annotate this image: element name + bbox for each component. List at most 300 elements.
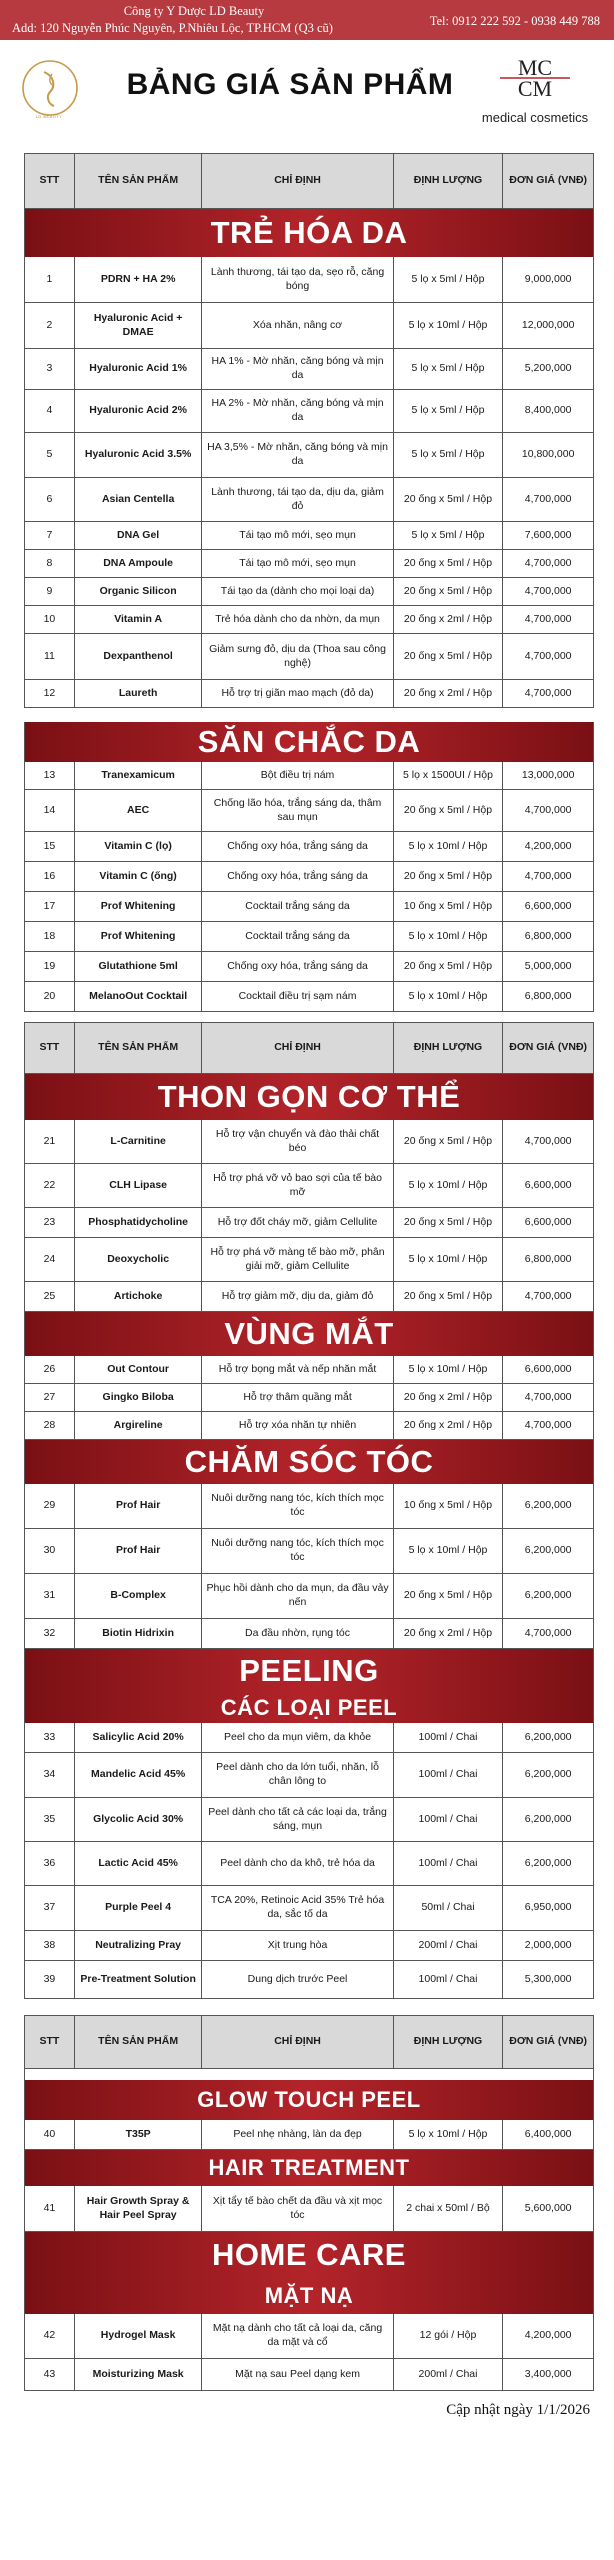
section-peeling: PEELING xyxy=(24,1649,594,1693)
cell-quantity: 100ml / Chai xyxy=(394,1798,504,1841)
cell-stt: 17 xyxy=(25,892,75,921)
cell-quantity: 5 lọ x 10ml / Hộp xyxy=(394,1356,504,1383)
header-quantity: ĐỊNH LƯỢNG xyxy=(394,1023,504,1073)
cell-stt: 39 xyxy=(25,1961,75,1998)
cell-indication: Tái tạo mô mới, sẹo mụn xyxy=(202,522,393,549)
cell-indication: Nuôi dưỡng nang tóc, kích thích mọc tóc xyxy=(202,1529,393,1573)
header-name: TÊN SẢN PHẨM xyxy=(75,1023,203,1073)
cell-indication: Lành thương, tái tạo da, sẹo rỗ, căng bóng xyxy=(202,257,393,302)
cell-stt: 35 xyxy=(25,1798,75,1841)
cell-stt: 22 xyxy=(25,1164,75,1207)
cell-name: Artichoke xyxy=(75,1282,203,1311)
cell-indication: Da đầu nhờn, rụng tóc xyxy=(202,1619,393,1648)
cell-price: 5,600,000 xyxy=(524,2201,572,2214)
cell-price: 4,700,000 xyxy=(524,584,572,597)
table-row xyxy=(24,862,594,892)
cell-stt: 11 xyxy=(25,634,75,679)
cell-quantity: 50ml / Chai xyxy=(394,1886,504,1930)
cell-name: Vitamin C (lọ) xyxy=(75,832,203,861)
cell-indication: Lành thương, tái tạo da, dịu da, giảm đỏ xyxy=(202,478,393,521)
cell-name: Hyaluronic Acid 2% xyxy=(75,390,203,432)
header-name: TÊN SẢN PHẨM xyxy=(75,2016,203,2068)
cell-price: 10,800,000 xyxy=(521,448,575,461)
cell-price: 6,200,000 xyxy=(524,1544,572,1557)
table-row xyxy=(24,1120,594,1164)
cell-price: 6,400,000 xyxy=(524,2127,572,2140)
cell-name: Neutralizing Pray xyxy=(75,1931,203,1960)
cell-stt: 3 xyxy=(25,349,75,389)
cell-name: Hyaluronic Acid + DMAE xyxy=(75,303,203,348)
table-row xyxy=(24,522,594,550)
cell-name: Prof Whitening xyxy=(75,892,203,921)
table-row xyxy=(24,892,594,922)
cell-indication: Tái tạo mô mới, sẹo mụn xyxy=(202,550,393,577)
cell-indication: Mặt nạ dành cho tất cả loại da, căng da mặt và cổ xyxy=(202,2314,393,2358)
cell-price: 4,700,000 xyxy=(524,612,572,625)
cell-price: 6,200,000 xyxy=(524,1589,572,1602)
cell-quantity: 20 ống x 5ml / Hộp xyxy=(394,478,504,521)
cell-price: 9,000,000 xyxy=(524,272,572,285)
cell-name: Glutathione 5ml xyxy=(75,952,203,981)
header-name: TÊN SẢN PHẨM xyxy=(75,154,203,208)
header-stt: STT xyxy=(25,1023,75,1073)
cell-price: 6,600,000 xyxy=(524,1178,572,1191)
table-row xyxy=(24,2120,594,2150)
cell-quantity: 20 ống x 5ml / Hộp xyxy=(394,1208,504,1237)
cell-indication: Chống oxy hóa, trắng sáng da xyxy=(202,952,393,981)
section-san-chac-da: SĂN CHẮC DA xyxy=(24,722,594,762)
table-row xyxy=(24,762,594,790)
cell-quantity: 5 lọ x 10ml / Hộp xyxy=(394,1529,504,1573)
cell-price: 7,600,000 xyxy=(524,528,572,541)
cell-quantity: 5 lọ x 5ml / Hộp xyxy=(394,349,504,389)
cell-quantity: 20 ống x 5ml / Hộp xyxy=(394,634,504,679)
cell-name: Salicylic Acid 20% xyxy=(75,1723,203,1752)
cell-price: 4,700,000 xyxy=(524,1418,572,1431)
cell-stt: 32 xyxy=(25,1619,75,1648)
cell-price: 5,200,000 xyxy=(524,362,572,375)
cell-price: 4,700,000 xyxy=(524,556,572,569)
table-row xyxy=(24,303,594,349)
cell-name: CLH Lipase xyxy=(75,1164,203,1207)
cell-quantity: 200ml / Chai xyxy=(394,1931,504,1960)
cell-name: Lactic Acid 45% xyxy=(75,1842,203,1885)
table-row xyxy=(24,680,594,708)
cell-name: Biotin Hidrixin xyxy=(75,1619,203,1648)
cell-name: Vitamin A xyxy=(75,606,203,633)
cell-name: Hydrogel Mask xyxy=(75,2314,203,2358)
cell-price: 4,700,000 xyxy=(524,869,572,882)
cell-price: 5,000,000 xyxy=(524,959,572,972)
table-row xyxy=(24,790,594,832)
section-home-care: HOME CARE xyxy=(24,2232,594,2278)
cell-price: 3,400,000 xyxy=(524,2367,572,2380)
cell-price: 6,200,000 xyxy=(524,1812,572,1825)
header-price: ĐƠN GIÁ (VNĐ) xyxy=(509,2035,588,2048)
cell-price: 12,000,000 xyxy=(521,318,575,331)
section-mat-na: MẶT NẠ xyxy=(24,2278,594,2314)
cell-quantity: 20 ống x 2ml / Hộp xyxy=(394,1412,504,1439)
cell-stt: 23 xyxy=(25,1208,75,1237)
cell-quantity: 100ml / Chai xyxy=(394,1842,504,1885)
cell-quantity: 5 lọ x 5ml / Hộp xyxy=(394,433,504,477)
cell-indication: HA 1% - Mờ nhăn, căng bóng và mịn da xyxy=(202,349,393,389)
cell-indication: Peel dành cho da lớn tuổi, nhăn, lỗ chân lông to xyxy=(202,1753,393,1797)
cell-stt: 36 xyxy=(25,1842,75,1885)
cell-indication: Dung dịch trước Peel xyxy=(202,1961,393,1998)
cell-stt: 14 xyxy=(25,790,75,831)
cell-stt: 25 xyxy=(25,1282,75,1311)
header-indication: CHỈ ĐỊNH xyxy=(202,1023,393,1073)
table-row xyxy=(24,1931,594,1961)
cell-price: 4,700,000 xyxy=(524,1134,572,1147)
cell-price: 6,800,000 xyxy=(524,929,572,942)
header-indication: CHỈ ĐỊNH xyxy=(202,2016,393,2068)
table-row xyxy=(24,952,594,982)
table-row xyxy=(24,1753,594,1798)
cell-quantity: 20 ống x 5ml / Hộp xyxy=(394,952,504,981)
company-address: Add: 120 Nguyễn Phúc Nguyên, P.Nhiêu Lộc, TP.HCM (Q3 cũ) xyxy=(12,21,333,35)
cell-quantity: 20 ống x 5ml / Hộp xyxy=(394,1282,504,1311)
cell-indication: HA 3,5% - Mờ nhăn, căng bóng và mịn da xyxy=(202,433,393,477)
cell-indication: HA 2% - Mờ nhăn, căng bóng và mịn da xyxy=(202,390,393,432)
cell-indication: Tái tạo da (dành cho mọi loại da) xyxy=(202,578,393,605)
page-title: BẢNG GIÁ SẢN PHẨM xyxy=(126,68,454,101)
cell-stt: 6 xyxy=(25,478,75,521)
cell-stt: 27 xyxy=(25,1384,75,1411)
cell-indication: Cocktail trắng sáng da xyxy=(202,922,393,951)
cell-quantity: 20 ống x 5ml / Hộp xyxy=(394,550,504,577)
cell-name: Hair Growth Spray & Hair Peel Spray xyxy=(75,2186,203,2231)
cell-indication: Nuôi dưỡng nang tóc, kích thích mọc tóc xyxy=(202,1484,393,1528)
table-row xyxy=(24,578,594,606)
cell-name: Pre-Treatment Solution xyxy=(75,1961,203,1998)
cell-price: 4,700,000 xyxy=(524,1390,572,1403)
cell-quantity: 20 ống x 2ml / Hộp xyxy=(394,606,504,633)
cell-quantity: 20 ống x 5ml / Hộp xyxy=(394,1120,504,1163)
table-row xyxy=(24,433,594,478)
cell-stt: 9 xyxy=(25,578,75,605)
cell-stt: 13 xyxy=(25,762,75,789)
cell-name: AEC xyxy=(75,790,203,831)
section-thon-gon-co-the: THON GỌN CƠ THỂ xyxy=(24,1074,594,1120)
table-row xyxy=(24,982,594,1012)
table-row xyxy=(24,2186,594,2232)
cell-name: Prof Whitening xyxy=(75,922,203,951)
cell-stt: 31 xyxy=(25,1574,75,1618)
section-cham-soc-toc: CHĂM SÓC TÓC xyxy=(24,1440,594,1484)
table-row xyxy=(24,606,594,634)
cell-name: B-Complex xyxy=(75,1574,203,1618)
cell-price: 4,200,000 xyxy=(524,2329,572,2342)
cell-quantity: 5 lọ x 5ml / Hộp xyxy=(394,390,504,432)
mccm-subtitle: medical cosmetics xyxy=(481,110,589,125)
cell-quantity: 12 gói / Hộp xyxy=(394,2314,504,2358)
cell-name: Phosphatidycholine xyxy=(75,1208,203,1237)
cell-quantity: 2 chai x 50ml / Bộ xyxy=(394,2186,504,2231)
cell-price: 4,700,000 xyxy=(524,803,572,816)
table-row xyxy=(24,1164,594,1208)
cell-name: Deoxycholic xyxy=(75,1238,203,1281)
table-row xyxy=(24,1529,594,1574)
cell-price: 4,700,000 xyxy=(524,686,572,699)
cell-indication: Peel nhẹ nhàng, làn da đẹp xyxy=(202,2120,393,2149)
table-row xyxy=(24,2359,594,2391)
company-phone: Tel: 0912 222 592 - 0938 449 788 xyxy=(429,14,600,28)
cell-quantity: 20 ống x 2ml / Hộp xyxy=(394,1384,504,1411)
cell-price: 6,600,000 xyxy=(524,1215,572,1228)
cell-quantity: 5 lọ x 10ml / Hộp xyxy=(394,982,504,1011)
cell-stt: 34 xyxy=(25,1753,75,1797)
cell-quantity: 100ml / Chai xyxy=(394,1753,504,1797)
table-row xyxy=(24,390,594,433)
cell-stt: 10 xyxy=(25,606,75,633)
table-row xyxy=(24,1619,594,1649)
cell-quantity: 5 lọ x 10ml / Hộp xyxy=(394,922,504,951)
cell-name: Out Contour xyxy=(75,1356,203,1383)
cell-name: Hyaluronic Acid 3.5% xyxy=(75,433,203,477)
table-row xyxy=(24,257,594,303)
cell-name: Purple Peel 4 xyxy=(75,1886,203,1930)
ld-beauty-logo-text: LD BEAUTY xyxy=(35,114,63,119)
cell-indication: Xóa nhăn, nâng cơ xyxy=(202,303,393,348)
table-row xyxy=(24,1412,594,1440)
cell-name: Prof Hair xyxy=(75,1529,203,1573)
cell-name: Tranexamicum xyxy=(75,762,203,789)
cell-name: Dexpanthenol xyxy=(75,634,203,679)
cell-indication: Hỗ trợ phá vỡ màng tế bào mỡ, phân giải mỡ, giảm Cellulite xyxy=(202,1238,393,1281)
cell-stt: 4 xyxy=(25,390,75,432)
table-header xyxy=(24,2015,594,2069)
cell-stt: 19 xyxy=(25,952,75,981)
section-tre-hoa-da: TRẺ HÓA DA xyxy=(24,209,594,257)
cell-stt: 2 xyxy=(25,303,75,348)
table-row xyxy=(24,1238,594,1282)
header-price: ĐƠN GIÁ (VNĐ) xyxy=(509,174,588,187)
cell-name: T35P xyxy=(75,2120,203,2149)
cell-price: 6,200,000 xyxy=(524,1499,572,1512)
cell-indication: Bột điều trị nám xyxy=(202,762,393,789)
table-row xyxy=(24,478,594,522)
table-row xyxy=(24,1886,594,1931)
cell-quantity: 5 lọ x 10ml / Hộp xyxy=(394,303,504,348)
cell-name: Asian Centella xyxy=(75,478,203,521)
cell-price: 13,000,000 xyxy=(521,768,575,781)
cell-price: 6,950,000 xyxy=(524,1901,572,1914)
cell-quantity: 200ml / Chai xyxy=(394,2359,504,2390)
cell-price: 6,800,000 xyxy=(524,989,572,1002)
table-row xyxy=(24,1208,594,1238)
section-hair-treatment: HAIR TREATMENT xyxy=(24,2150,594,2186)
cell-indication: TCA 20%, Retinoic Acid 35% Trẻ hóa da, sắc tố da xyxy=(202,1886,393,1930)
cell-quantity: 5 lọ x 1500UI / Hộp xyxy=(394,762,504,789)
cell-stt: 28 xyxy=(25,1412,75,1439)
cell-name: Mandelic Acid 45% xyxy=(75,1753,203,1797)
cell-indication: Mặt nạ sau Peel dạng kem xyxy=(202,2359,393,2390)
table-row xyxy=(24,2314,594,2359)
cell-quantity: 20 ống x 5ml / Hộp xyxy=(394,578,504,605)
cell-stt: 15 xyxy=(25,832,75,861)
cell-name: Moisturizing Mask xyxy=(75,2359,203,2390)
header-price: ĐƠN GIÁ (VNĐ) xyxy=(509,1041,588,1054)
section-cac-loai-peel: CÁC LOẠI PEEL xyxy=(24,1693,594,1723)
table-row xyxy=(24,349,594,390)
header-indication: CHỈ ĐỊNH xyxy=(202,154,393,208)
cell-quantity: 20 ống x 5ml / Hộp xyxy=(394,862,504,891)
cell-name: Hyaluronic Acid 1% xyxy=(75,349,203,389)
cell-name: Vitamin C (ống) xyxy=(75,862,203,891)
mccm-logo-line2: CM xyxy=(517,76,553,98)
cell-indication: Giảm sưng đỏ, dịu da (Thoa sau công nghệ) xyxy=(202,634,393,679)
cell-price: 6,200,000 xyxy=(524,1856,572,1869)
company-name: Công ty Y Dược LD Beauty xyxy=(123,4,265,18)
table-header xyxy=(24,153,594,209)
cell-quantity: 20 ống x 5ml / Hộp xyxy=(394,1574,504,1618)
cell-stt: 5 xyxy=(25,433,75,477)
top-contact-bar xyxy=(0,0,614,40)
cell-price: 6,200,000 xyxy=(524,1730,572,1743)
header-quantity: ĐỊNH LƯỢNG xyxy=(394,154,504,208)
cell-stt: 41 xyxy=(25,2186,75,2231)
cell-quantity: 5 lọ x 10ml / Hộp xyxy=(394,1238,504,1281)
cell-stt: 42 xyxy=(25,2314,75,2358)
cell-stt: 21 xyxy=(25,1120,75,1163)
header-stt: STT xyxy=(25,2016,75,2068)
table-row xyxy=(24,550,594,578)
table-row xyxy=(24,1842,594,1886)
table-row xyxy=(24,1484,594,1529)
cell-stt: 29 xyxy=(25,1484,75,1528)
update-date: Cập nhật ngày 1/1/2026 xyxy=(446,2402,590,2418)
cell-indication: Xịt trung hòa xyxy=(202,1931,393,1960)
cell-stt: 33 xyxy=(25,1723,75,1752)
cell-quantity: 100ml / Chai xyxy=(394,1723,504,1752)
cell-indication: Chống oxy hóa, trắng sáng da xyxy=(202,862,393,891)
cell-name: Laureth xyxy=(75,680,203,707)
cell-price: 6,600,000 xyxy=(524,1362,572,1375)
cell-indication: Peel cho da mụn viêm, da khỏe xyxy=(202,1723,393,1752)
cell-name: DNA Ampoule xyxy=(75,550,203,577)
cell-quantity: 5 lọ x 10ml / Hộp xyxy=(394,2120,504,2149)
cell-price: 8,400,000 xyxy=(524,404,572,417)
section-vung-mat: VÙNG MẮT xyxy=(24,1312,594,1356)
cell-quantity: 5 lọ x 5ml / Hộp xyxy=(394,257,504,302)
cell-price: 2,000,000 xyxy=(524,1938,572,1951)
table-row xyxy=(24,1384,594,1412)
cell-price: 6,800,000 xyxy=(524,1252,572,1265)
header-stt: STT xyxy=(25,154,75,208)
cell-price: 4,700,000 xyxy=(524,492,572,505)
cell-indication: Cocktail trắng sáng da xyxy=(202,892,393,921)
cell-stt: 12 xyxy=(25,680,75,707)
mccm-logo xyxy=(496,56,574,98)
cell-name: DNA Gel xyxy=(75,522,203,549)
cell-quantity: 20 ống x 2ml / Hộp xyxy=(394,1619,504,1648)
cell-indication: Chống oxy hóa, trắng sáng da xyxy=(202,832,393,861)
cell-quantity: 5 lọ x 5ml / Hộp xyxy=(394,522,504,549)
cell-quantity: 20 ống x 2ml / Hộp xyxy=(394,680,504,707)
cell-name: Glycolic Acid 30% xyxy=(75,1798,203,1841)
cell-quantity: 10 ống x 5ml / Hộp xyxy=(394,892,504,921)
cell-indication: Hỗ trợ vận chuyển và đào thải chất béo xyxy=(202,1120,393,1163)
cell-indication: Hỗ trợ giảm mỡ, dịu da, giảm đỏ xyxy=(202,1282,393,1311)
cell-indication: Hỗ trợ xóa nhăn tự nhiên xyxy=(202,1412,393,1439)
cell-quantity: 100ml / Chai xyxy=(394,1961,504,1998)
table-row xyxy=(24,1723,594,1753)
cell-stt: 20 xyxy=(25,982,75,1011)
cell-price: 6,600,000 xyxy=(524,899,572,912)
cell-stt: 24 xyxy=(25,1238,75,1281)
cell-stt: 37 xyxy=(25,1886,75,1930)
cell-name: Prof Hair xyxy=(75,1484,203,1528)
section-glow-touch-peel: GLOW TOUCH PEEL xyxy=(24,2080,594,2120)
cell-quantity: 5 lọ x 10ml / Hộp xyxy=(394,1164,504,1207)
cell-price: 4,700,000 xyxy=(524,1289,572,1302)
cell-stt: 40 xyxy=(25,2120,75,2149)
table-row xyxy=(24,1961,594,1999)
table-row xyxy=(24,922,594,952)
header-quantity: ĐỊNH LƯỢNG xyxy=(394,2016,504,2068)
ld-beauty-logo xyxy=(20,58,80,118)
cell-indication: Hỗ trợ thâm quầng mắt xyxy=(202,1384,393,1411)
table-header xyxy=(24,1022,594,1074)
cell-price: 4,700,000 xyxy=(524,1626,572,1639)
cell-name: PDRN + HA 2% xyxy=(75,257,203,302)
cell-name: Argireline xyxy=(75,1412,203,1439)
table-row xyxy=(24,1574,594,1619)
cell-name: L-Carnitine xyxy=(75,1120,203,1163)
cell-name: Gingko Biloba xyxy=(75,1384,203,1411)
cell-stt: 43 xyxy=(25,2359,75,2390)
cell-price: 4,700,000 xyxy=(524,649,572,662)
cell-name: Organic Silicon xyxy=(75,578,203,605)
cell-stt: 7 xyxy=(25,522,75,549)
cell-indication: Cocktail điều trị sạm nám xyxy=(202,982,393,1011)
cell-name: MelanoOut Cocktail xyxy=(75,982,203,1011)
table-row xyxy=(24,634,594,680)
cell-price: 6,200,000 xyxy=(524,1768,572,1781)
cell-stt: 16 xyxy=(25,862,75,891)
cell-indication: Trẻ hóa dành cho da nhờn, da mụn xyxy=(202,606,393,633)
cell-price: 4,200,000 xyxy=(524,839,572,852)
table-spacer xyxy=(24,2069,594,2080)
table-row xyxy=(24,1798,594,1842)
table-row xyxy=(24,1282,594,1312)
cell-quantity: 20 ống x 5ml / Hộp xyxy=(394,790,504,831)
cell-indication: Xịt tẩy tế bào chết da đầu và xịt mọc tóc xyxy=(202,2186,393,2231)
cell-stt: 1 xyxy=(25,257,75,302)
cell-stt: 38 xyxy=(25,1931,75,1960)
table-row xyxy=(24,832,594,862)
cell-price: 5,300,000 xyxy=(524,1972,572,1985)
cell-indication: Hỗ trợ bọng mắt và nếp nhăn mắt xyxy=(202,1356,393,1383)
cell-indication: Peel dành cho da khô, trẻ hóa da xyxy=(202,1842,393,1885)
cell-quantity: 5 lọ x 10ml / Hộp xyxy=(394,832,504,861)
cell-indication: Hỗ trợ phá vỡ vỏ bao sợi của tế bào mỡ xyxy=(202,1164,393,1207)
cell-quantity: 10 ống x 5ml / Hộp xyxy=(394,1484,504,1528)
cell-indication: Peel dành cho tất cả các loại da, trắng sáng, mụn xyxy=(202,1798,393,1841)
cell-indication: Hỗ trợ đốt cháy mỡ, giảm Cellulite xyxy=(202,1208,393,1237)
table-row xyxy=(24,1356,594,1384)
cell-stt: 30 xyxy=(25,1529,75,1573)
cell-stt: 18 xyxy=(25,922,75,951)
cell-stt: 26 xyxy=(25,1356,75,1383)
cell-indication: Hỗ trợ trị giãn mao mạch (đỏ da) xyxy=(202,680,393,707)
cell-indication: Chống lão hóa, trắng sáng da, thâm sau mụn xyxy=(202,790,393,831)
mccm-logo-line1: MC xyxy=(517,56,553,80)
cell-stt: 8 xyxy=(25,550,75,577)
cell-indication: Phục hồi dành cho da mụn, da đầu vảy nến xyxy=(202,1574,393,1618)
